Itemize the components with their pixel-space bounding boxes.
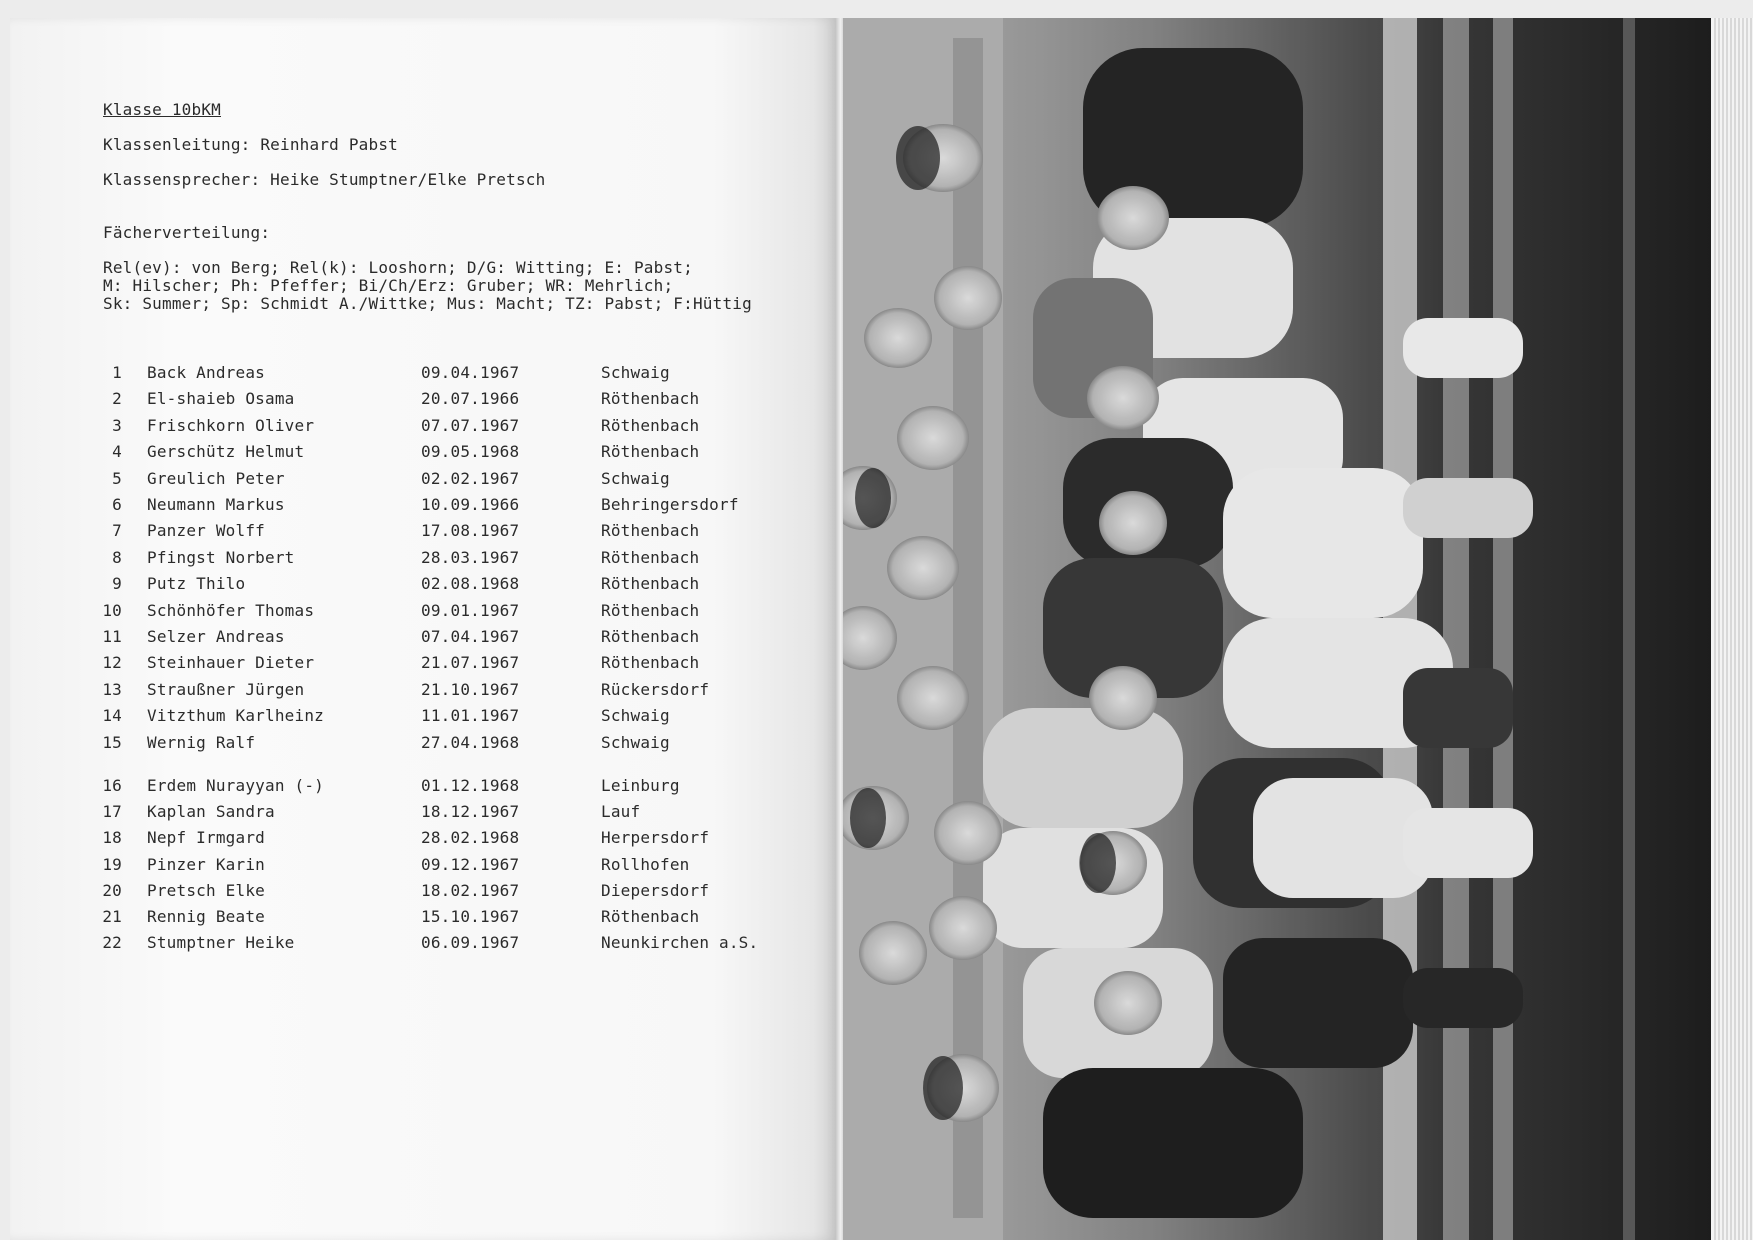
- student-row: [0, 389, 760, 411]
- student-name: Nepf Irmgard: [147, 828, 265, 848]
- student-birthdate: 09.12.1967: [421, 854, 520, 874]
- student-hometown: Röthenbach: [601, 907, 700, 926]
- student-birthdate: 06.09.1967: [421, 933, 520, 953]
- student-birthdate: 17.08.1967: [421, 521, 520, 541]
- student-number: 17: [102, 802, 122, 822]
- student-birthdate: 01.12.1968: [421, 776, 520, 795]
- student-hometown: Röthenbach: [601, 600, 700, 620]
- student-row: [0, 653, 760, 675]
- student-hometown: Neunkirchen a.S.: [601, 933, 759, 953]
- subjects-line: M: Hilscher; Ph: Pfeffer; Bi/Ch/Erz: Gruber; WR: Mehrlich;: [103, 276, 674, 295]
- student-number: 12: [102, 653, 122, 673]
- student-name: Stumptner Heike: [147, 933, 295, 953]
- student-hometown: Schwaig: [601, 732, 670, 752]
- student-name: Neumann Markus: [147, 495, 285, 514]
- student-name: Schönhöfer Thomas: [147, 600, 315, 620]
- student-hometown: Leinburg: [601, 776, 680, 795]
- student-birthdate: 07.07.1967: [421, 415, 520, 435]
- student-number: 18: [102, 828, 122, 848]
- student-row: [0, 933, 760, 955]
- student-hometown: Schwaig: [601, 468, 670, 488]
- student-number: 4: [112, 442, 122, 462]
- student-birthdate: 28.02.1968: [421, 828, 520, 848]
- student-name: El-shaieb Osama: [147, 389, 295, 409]
- student-number: 5: [112, 468, 122, 488]
- student-birthdate: 18.02.1967: [421, 880, 520, 900]
- subjects-line: Rel(ev): von Berg; Rel(k): Looshorn; D/G: Witting; E: Pabst;: [103, 258, 693, 277]
- class-speakers: Klassensprecher: Heike Stumptner/Elke Pretsch: [103, 170, 546, 189]
- student-name: Vitzthum Karlheinz: [147, 706, 324, 726]
- student-birthdate: 09.04.1967: [421, 363, 520, 382]
- student-birthdate: 09.05.1968: [421, 442, 520, 462]
- student-name: Greulich Peter: [147, 468, 285, 488]
- student-number: 14: [102, 706, 122, 726]
- student-name: Back Andreas: [147, 363, 265, 382]
- student-hometown: Schwaig: [601, 706, 670, 726]
- student-birthdate: 11.01.1967: [421, 706, 520, 726]
- student-row: [0, 881, 760, 903]
- student-row: [0, 855, 760, 877]
- student-hometown: Röthenbach: [601, 627, 700, 646]
- student-number: 13: [102, 679, 122, 699]
- student-hometown: Röthenbach: [601, 574, 700, 594]
- student-name: Pretsch Elke: [147, 880, 265, 900]
- student-birthdate: 02.08.1968: [421, 574, 520, 594]
- student-hometown: Röthenbach: [601, 653, 700, 673]
- group-photo-image: [843, 18, 1711, 1240]
- student-row: [0, 776, 760, 798]
- student-row: [0, 733, 760, 755]
- student-name: Straußner Jürgen: [147, 679, 305, 699]
- student-hometown: Rollhofen: [601, 854, 690, 874]
- class-group-photo: [843, 18, 1711, 1240]
- student-number: 7: [112, 521, 122, 541]
- student-row: [0, 627, 760, 649]
- student-birthdate: 10.09.1966: [421, 495, 520, 514]
- student-name: Gerschütz Helmut: [147, 442, 305, 462]
- student-name: Selzer Andreas: [147, 627, 285, 646]
- student-hometown: Herpersdorf: [601, 828, 710, 848]
- student-row: [0, 469, 760, 491]
- student-row: [0, 802, 760, 824]
- student-number: 1: [112, 363, 122, 382]
- student-hometown: Schwaig: [601, 363, 670, 382]
- student-number: 16: [102, 776, 122, 795]
- student-hometown: Röthenbach: [601, 389, 700, 409]
- student-number: 2: [112, 389, 122, 409]
- student-birthdate: 21.10.1967: [421, 679, 520, 699]
- student-number: 8: [112, 547, 122, 567]
- student-name: Pfingst Norbert: [147, 547, 295, 567]
- student-birthdate: 28.03.1967: [421, 547, 520, 567]
- subjects-line: Sk: Summer; Sp: Schmidt A./Wittke; Mus: Macht; TZ: Pabst; F:Hüttig: [103, 294, 752, 313]
- student-row: [0, 548, 760, 570]
- student-hometown: Lauf: [601, 802, 641, 822]
- student-birthdate: 20.07.1966: [421, 389, 520, 409]
- student-row: [0, 442, 760, 464]
- student-number: 20: [102, 880, 122, 900]
- student-birthdate: 09.01.1967: [421, 600, 520, 620]
- student-number: 22: [102, 933, 122, 953]
- student-name: Rennig Beate: [147, 907, 265, 926]
- student-hometown: Röthenbach: [601, 442, 700, 462]
- student-name: Kaplan Sandra: [147, 802, 275, 822]
- student-row: [0, 574, 760, 596]
- student-row: [0, 521, 760, 543]
- student-birthdate: 15.10.1967: [421, 907, 520, 926]
- student-number: 15: [102, 732, 122, 752]
- student-row: [0, 907, 760, 929]
- student-name: Wernig Ralf: [147, 732, 256, 752]
- student-name: Pinzer Karin: [147, 854, 265, 874]
- student-name: Panzer Wolff: [147, 521, 265, 541]
- student-hometown: Behringersdorf: [601, 495, 739, 514]
- student-number: 6: [112, 495, 122, 514]
- page-edge: [1714, 18, 1753, 1240]
- student-row: [0, 706, 760, 728]
- student-number: 9: [112, 574, 122, 594]
- class-leader: Klassenleitung: Reinhard Pabst: [103, 135, 398, 154]
- student-birthdate: 07.04.1967: [421, 627, 520, 646]
- student-name: Erdem Nurayyan (-): [147, 776, 324, 795]
- student-number: 10: [102, 600, 122, 620]
- student-number: 19: [102, 854, 122, 874]
- student-hometown: Diepersdorf: [601, 880, 710, 900]
- student-row: [0, 495, 760, 517]
- student-hometown: Röthenbach: [601, 521, 700, 541]
- student-birthdate: 18.12.1967: [421, 802, 520, 822]
- student-hometown: Röthenbach: [601, 547, 700, 567]
- student-number: 21: [102, 907, 122, 926]
- student-row: [0, 680, 760, 702]
- student-name: Frischkorn Oliver: [147, 415, 315, 435]
- student-number: 11: [102, 627, 122, 646]
- student-row: [0, 416, 760, 438]
- student-hometown: Rückersdorf: [601, 679, 710, 699]
- student-birthdate: 27.04.1968: [421, 732, 520, 752]
- student-row: [0, 363, 760, 385]
- student-row: [0, 828, 760, 850]
- student-row: [0, 601, 760, 623]
- subjects-heading: Fächerverteilung:: [103, 223, 271, 242]
- class-title: Klasse 10bKM: [103, 100, 221, 119]
- student-number: 3: [112, 415, 122, 435]
- student-name: Steinhauer Dieter: [147, 653, 315, 673]
- student-birthdate: 02.02.1967: [421, 468, 520, 488]
- student-hometown: Röthenbach: [601, 415, 700, 435]
- student-name: Putz Thilo: [147, 574, 246, 594]
- student-birthdate: 21.07.1967: [421, 653, 520, 673]
